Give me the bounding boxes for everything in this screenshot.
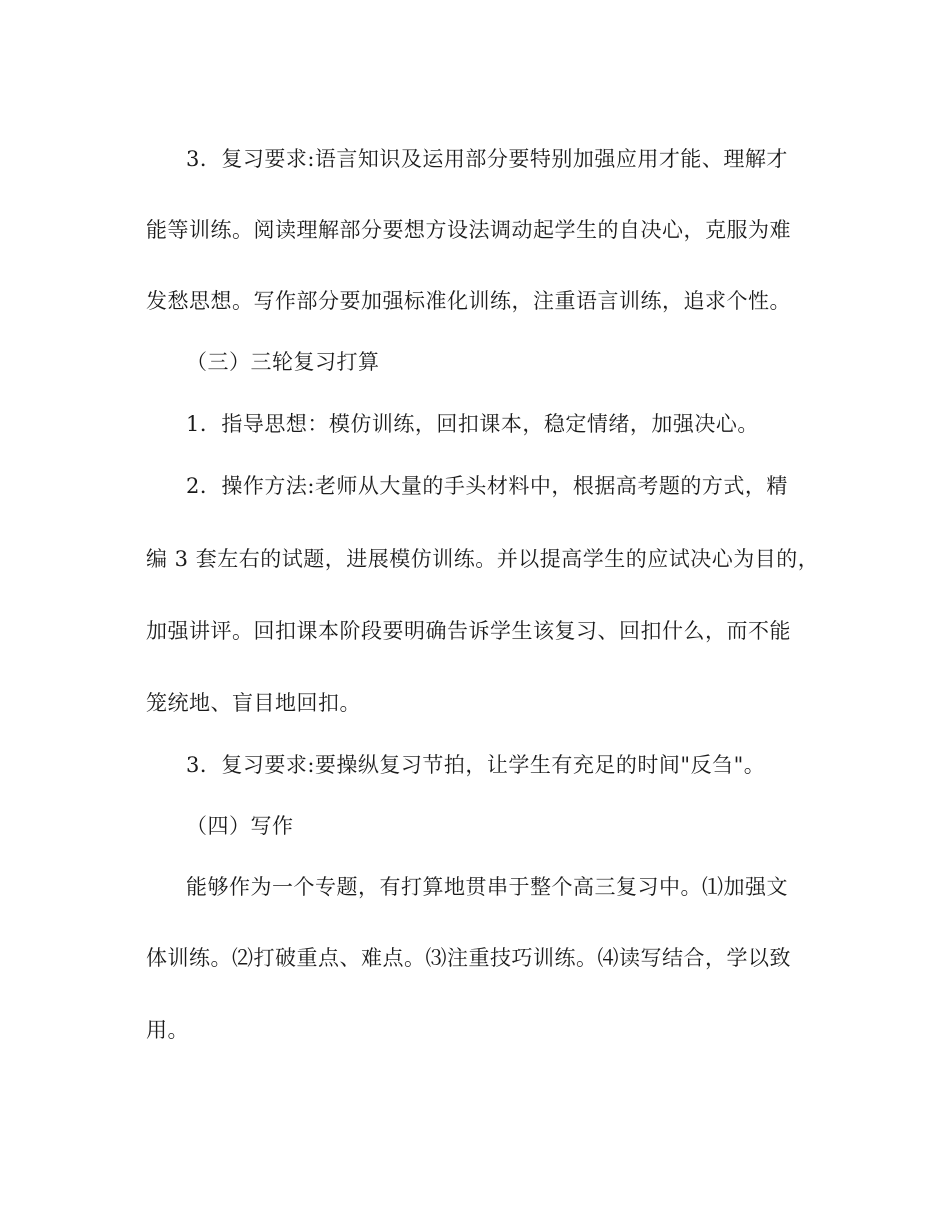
paragraph-line: 笼统地、盲目地回扣。 [146, 691, 361, 715]
paragraph-line: 能够作为一个专题，有打算地贯串于整个高三复习中。⑴加强文 [186, 875, 788, 899]
section-heading: （四）写作 [186, 814, 294, 838]
paragraph-line: 用。 [146, 1018, 189, 1042]
paragraph-line: 1．指导思想：模仿训练，回扣课本，稳定情绪，加强决心。 [186, 412, 759, 436]
paragraph-line: 编 3 套左右的试题，进展模仿训练。并以提高学生的应试决心为目的， [146, 547, 820, 571]
paragraph-line: 体训练。⑵打破重点、难点。⑶注重技巧训练。⑷读写结合，学以致 [146, 946, 791, 970]
paragraph-line: 能等训练。阅读理解部分要想方设法调动起学生的自决心，克服为难 [146, 218, 791, 242]
paragraph-line: 3．复习要求:语言知识及运用部分要特别加强应用才能、理解才 [186, 147, 788, 171]
paragraph-line: 加强讲评。回扣课本阶段要明确告诉学生该复习、回扣什么，而不能 [146, 619, 791, 643]
paragraph-line: 3．复习要求:要操纵复习节拍，让学生有充足的时间"反刍"。 [186, 753, 766, 777]
section-heading: （三）三轮复习打算 [186, 350, 380, 374]
paragraph-line: 发愁思想。写作部分要加强标准化训练，注重语言训练，追求个性。 [146, 289, 791, 313]
paragraph-line: 2．操作方法:老师从大量的手头材料中，根据高考题的方式，精 [186, 474, 788, 498]
